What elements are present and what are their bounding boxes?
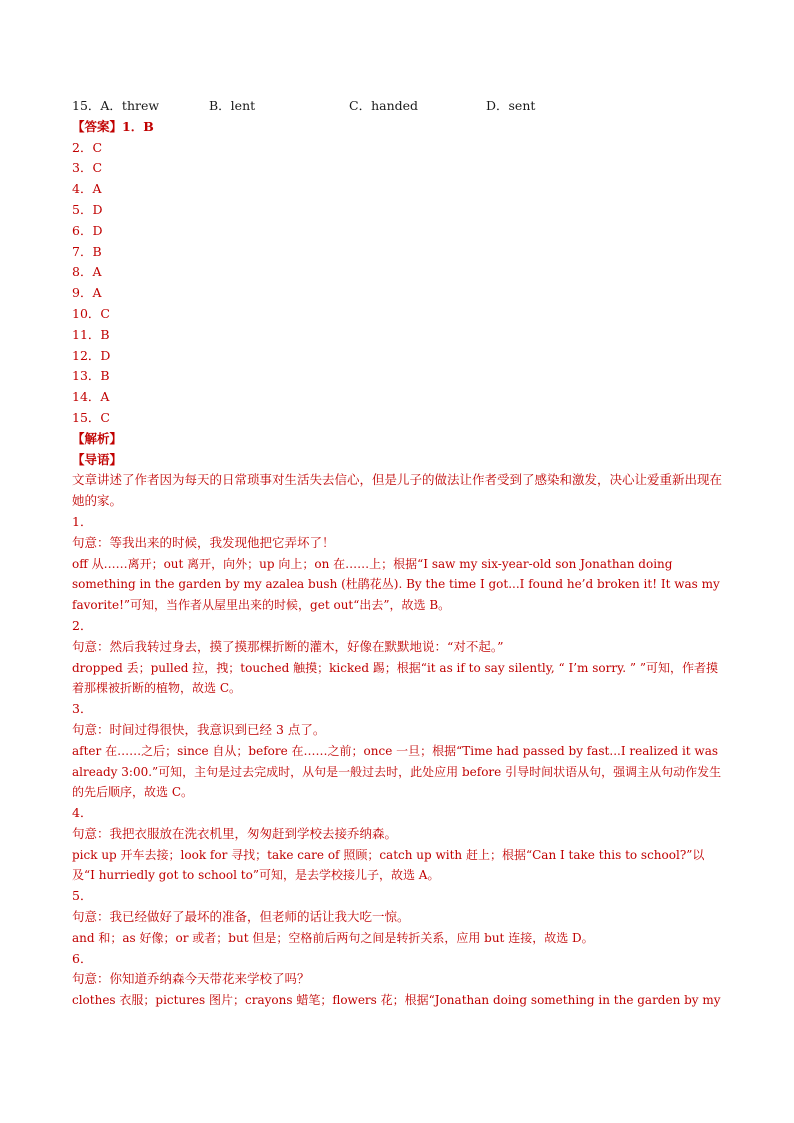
guide-heading: 【导语】 — [72, 451, 123, 467]
explanation-text: and 和；as 好像；or 或者；but 但是；空格前后两句之间是转折关系，应用 but 连接，故选 D。 — [72, 930, 594, 945]
option-b: B．lent — [209, 98, 256, 113]
sentence-meaning: 句意：我把衣服放在洗衣机里，匆匆赶到学校去接乔纳森。 — [72, 825, 398, 841]
explanation-item-4 — [72, 803, 724, 886]
item-number: 6． — [72, 950, 93, 966]
explanation-text: after 在……之后；since 自从；before 在……之前；once 一旦；根据“Time had passed by fast...I realized it was already 3:00.”可知，主句是过去完成时，从句是一般过去时，此处应用 before 引导时间状语从句，强调主从句动作发生的先后顺序，故选 C。 — [72, 743, 722, 800]
sentence-meaning: 句意：然后我转过身去，摸了摸那棵折断的灌木，好像在默默地说：“对不起。” — [72, 638, 504, 654]
answer-heading: 【答案】1．B — [72, 118, 154, 134]
answer-item: 4．A — [72, 181, 102, 197]
item-number: 1． — [72, 513, 93, 529]
analysis-heading: 【解析】 — [72, 430, 123, 446]
guide-text: 文章讲述了作者因为每天的日常琐事对生活失去信心，但是儿子的做法让作者受到了感染和激发，决心让爱重新出现在她的家。 — [72, 472, 723, 509]
explanation-text: clothes 衣服；pictures 图片；crayons 蜡笔；flowers 花；根据“Jonathan doing something in the garden by my — [72, 993, 721, 1008]
answer-list — [72, 138, 724, 429]
answer-item: 8．A — [72, 264, 102, 280]
sentence-meaning: 句意：我已经做好了最坏的准备，但老师的话让我大吃一惊。 — [72, 909, 410, 925]
explanation-text: off 从……离开；out 离开，向外；up 向上；on 在……上；根据“I saw my six-year-old son Jonathan doing something in the garden by my azalea bush (杜鹃花丛). By the time I got...I found he’d broken it! It was my favorite!”可知，当作者从屋里出来的时候，get out“出去”，故选 B。 — [72, 556, 720, 613]
answer-item: 10．C — [72, 305, 110, 321]
option-a: 15．A．threw — [72, 96, 209, 117]
answer-item: 13．B — [72, 368, 110, 384]
question-number: 15． — [72, 98, 101, 113]
answer-item: 14．A — [72, 389, 110, 405]
answer-item: 11．B — [72, 326, 110, 342]
explanation-item-1 — [72, 512, 724, 616]
answer-item: 9．A — [72, 285, 102, 301]
item-number: 2． — [72, 617, 93, 633]
explanation-item-6 — [72, 949, 724, 1011]
explanation-item-5 — [72, 886, 724, 948]
answer-item: 2．C — [72, 139, 103, 155]
option-c: C．handed — [349, 98, 419, 113]
answer-item: 7．B — [72, 243, 102, 259]
answer-item: 15．C — [72, 409, 110, 425]
explanation-text: pick up 开车去接；look for 寻找；take care of 照顾；catch up with 赶上；根据“Can I take this to school?”以及“I hurriedly got to school to”可知，是去学校接儿子，故选 A。 — [72, 847, 705, 883]
question-15-options — [72, 96, 724, 117]
explanation-item-2 — [72, 616, 724, 699]
explanation-text: dropped 丢；pulled 拉，拽；touched 触摸；kicked 踢；根据“it as if to say silently, “ I’m sorry. ” ”可知，作者摸着那棵被折断的植物，故选 C。 — [72, 660, 718, 696]
answer-item: 3．C — [72, 160, 103, 176]
option-d: D．sent — [486, 98, 536, 113]
answer-item: 12．D — [72, 347, 111, 363]
item-number: 5． — [72, 888, 93, 904]
explanation-item-3 — [72, 699, 724, 803]
document-page — [72, 96, 724, 1011]
item-number: 4． — [72, 805, 93, 821]
sentence-meaning: 句意：你知道乔纳森今天带花来学校了吗？ — [72, 971, 310, 987]
answer-item: 5．D — [72, 201, 103, 217]
sentence-meaning: 句意：等我出来的时候，我发现他把它弄坏了！ — [72, 534, 335, 550]
item-number: 3． — [72, 701, 93, 717]
answer-item: 6．D — [72, 222, 103, 238]
sentence-meaning: 句意：时间过得很快，我意识到已经 3 点了。 — [72, 721, 326, 737]
